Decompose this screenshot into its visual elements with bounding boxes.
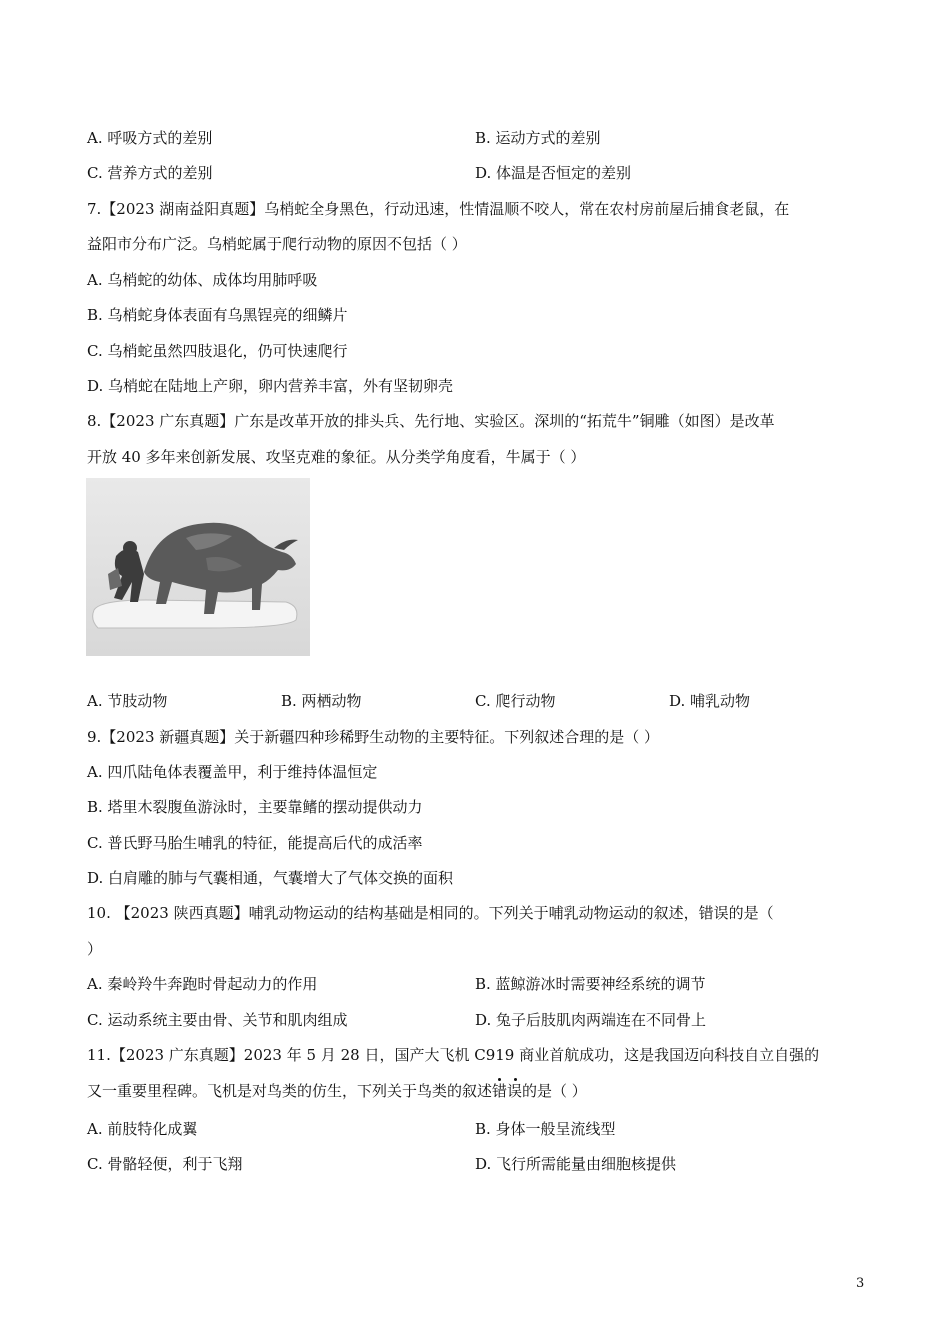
q7-option-c: C. 乌梢蛇虽然四肢退化，仍可快速爬行 (87, 342, 348, 360)
q7-option-d: D. 乌梢蛇在陆地上产卵，卵内营养丰富，外有坚韧卵壳 (87, 377, 454, 395)
q10-option-c: C. 运动系统主要由骨、关节和肌肉组成 (87, 1011, 348, 1029)
q9-stem: 9.【2023 新疆真题】关于新疆四种珍稀野生动物的主要特征。下列叙述合理的是（ ） (87, 728, 660, 746)
q11-stem-text: 又一重要里程碑。飞机是对鸟类的仿生，下列关于鸟类的叙述 (87, 1082, 493, 1100)
q11-stem-line1: 11.【2023 广东真题】2023 年 5 月 28 日，国产大飞机 C919 商业首航成功，这是我国迈向科技自立自强的 (87, 1046, 820, 1064)
q10-stem-line2: ） (87, 940, 103, 958)
q7-stem-line2: 益阳市分布广泛。乌梢蛇属于爬行动物的原因不包括（ ） (87, 235, 467, 253)
q10-option-a: A. 秦岭羚牛奔跑时骨起动力的作用 (87, 975, 318, 993)
q11-option-b: B. 身体一般呈流线型 (475, 1120, 616, 1138)
q10-stem-line1: 10. 【2023 陕西真题】哺乳动物运动的结构基础是相同的。下列关于哺乳动物运动的叙述，错误的是（ (87, 904, 774, 922)
q10-option-b: B. 蓝鲸游冰时需要神经系统的调节 (475, 975, 706, 993)
q8-option-b: B. 两栖动物 (281, 692, 362, 710)
emphasized-word: 错误 (492, 1082, 523, 1100)
page-number: 3 (856, 1276, 865, 1291)
bull-sculpture-image (86, 478, 310, 656)
q6-option-b: B. 运动方式的差别 (475, 129, 601, 147)
q9-option-d: D. 白肩雕的肺与气囊相通，气囊增大了气体交换的面积 (87, 869, 454, 887)
q8-stem-line1: 8.【2023 广东真题】广东是改革开放的排头兵、先行地、实验区。深圳的“拓荒牛”铜雕（如图）是改革 (87, 412, 775, 430)
q10-option-d: D. 兔子后肢肌肉两端连在不同骨上 (475, 1011, 707, 1029)
q8-option-d: D. 哺乳动物 (669, 692, 751, 710)
q11-option-c: C. 骨骼轻便，利于飞翔 (87, 1155, 243, 1173)
q7-option-a: A. 乌梢蛇的幼体、成体均用肺呼吸 (87, 271, 318, 289)
q6-option-c: C. 营养方式的差别 (87, 164, 213, 182)
q11-option-d: D. 飞行所需能量由细胞核提供 (475, 1155, 677, 1173)
q7-stem-line1: 7.【2023 湖南益阳真题】乌梢蛇全身黑色，行动迅速，性情温顺不咬人，常在农村房前屋后捕食老鼠，在 (87, 200, 790, 218)
q9-option-c: C. 普氏野马胎生哺乳的特征，能提高后代的成活率 (87, 834, 423, 852)
q8-option-a: A. 节肢动物 (87, 692, 168, 710)
q7-option-b: B. 乌梢蛇身体表面有乌黑锃亮的细鳞片 (87, 306, 348, 324)
q11-stem-end: 的是（ ） (522, 1082, 587, 1100)
q11-stem-line2 (87, 1081, 587, 1101)
q11-option-a: A. 前肢特化成翼 (87, 1120, 198, 1138)
q8-stem-line2: 开放 40 多年来创新发展、攻坚克难的象征。从分类学角度看，牛属于（ ） (87, 448, 586, 466)
q6-option-d: D. 体温是否恒定的差别 (475, 164, 632, 182)
q9-option-b: B. 塔里木裂腹鱼游泳时，主要靠鳍的摆动提供动力 (87, 798, 423, 816)
q9-option-a: A. 四爪陆龟体表覆盖甲，利于维持体温恒定 (87, 763, 378, 781)
q6-option-a: A. 呼吸方式的差别 (87, 129, 213, 147)
q8-option-c: C. 爬行动物 (475, 692, 556, 710)
